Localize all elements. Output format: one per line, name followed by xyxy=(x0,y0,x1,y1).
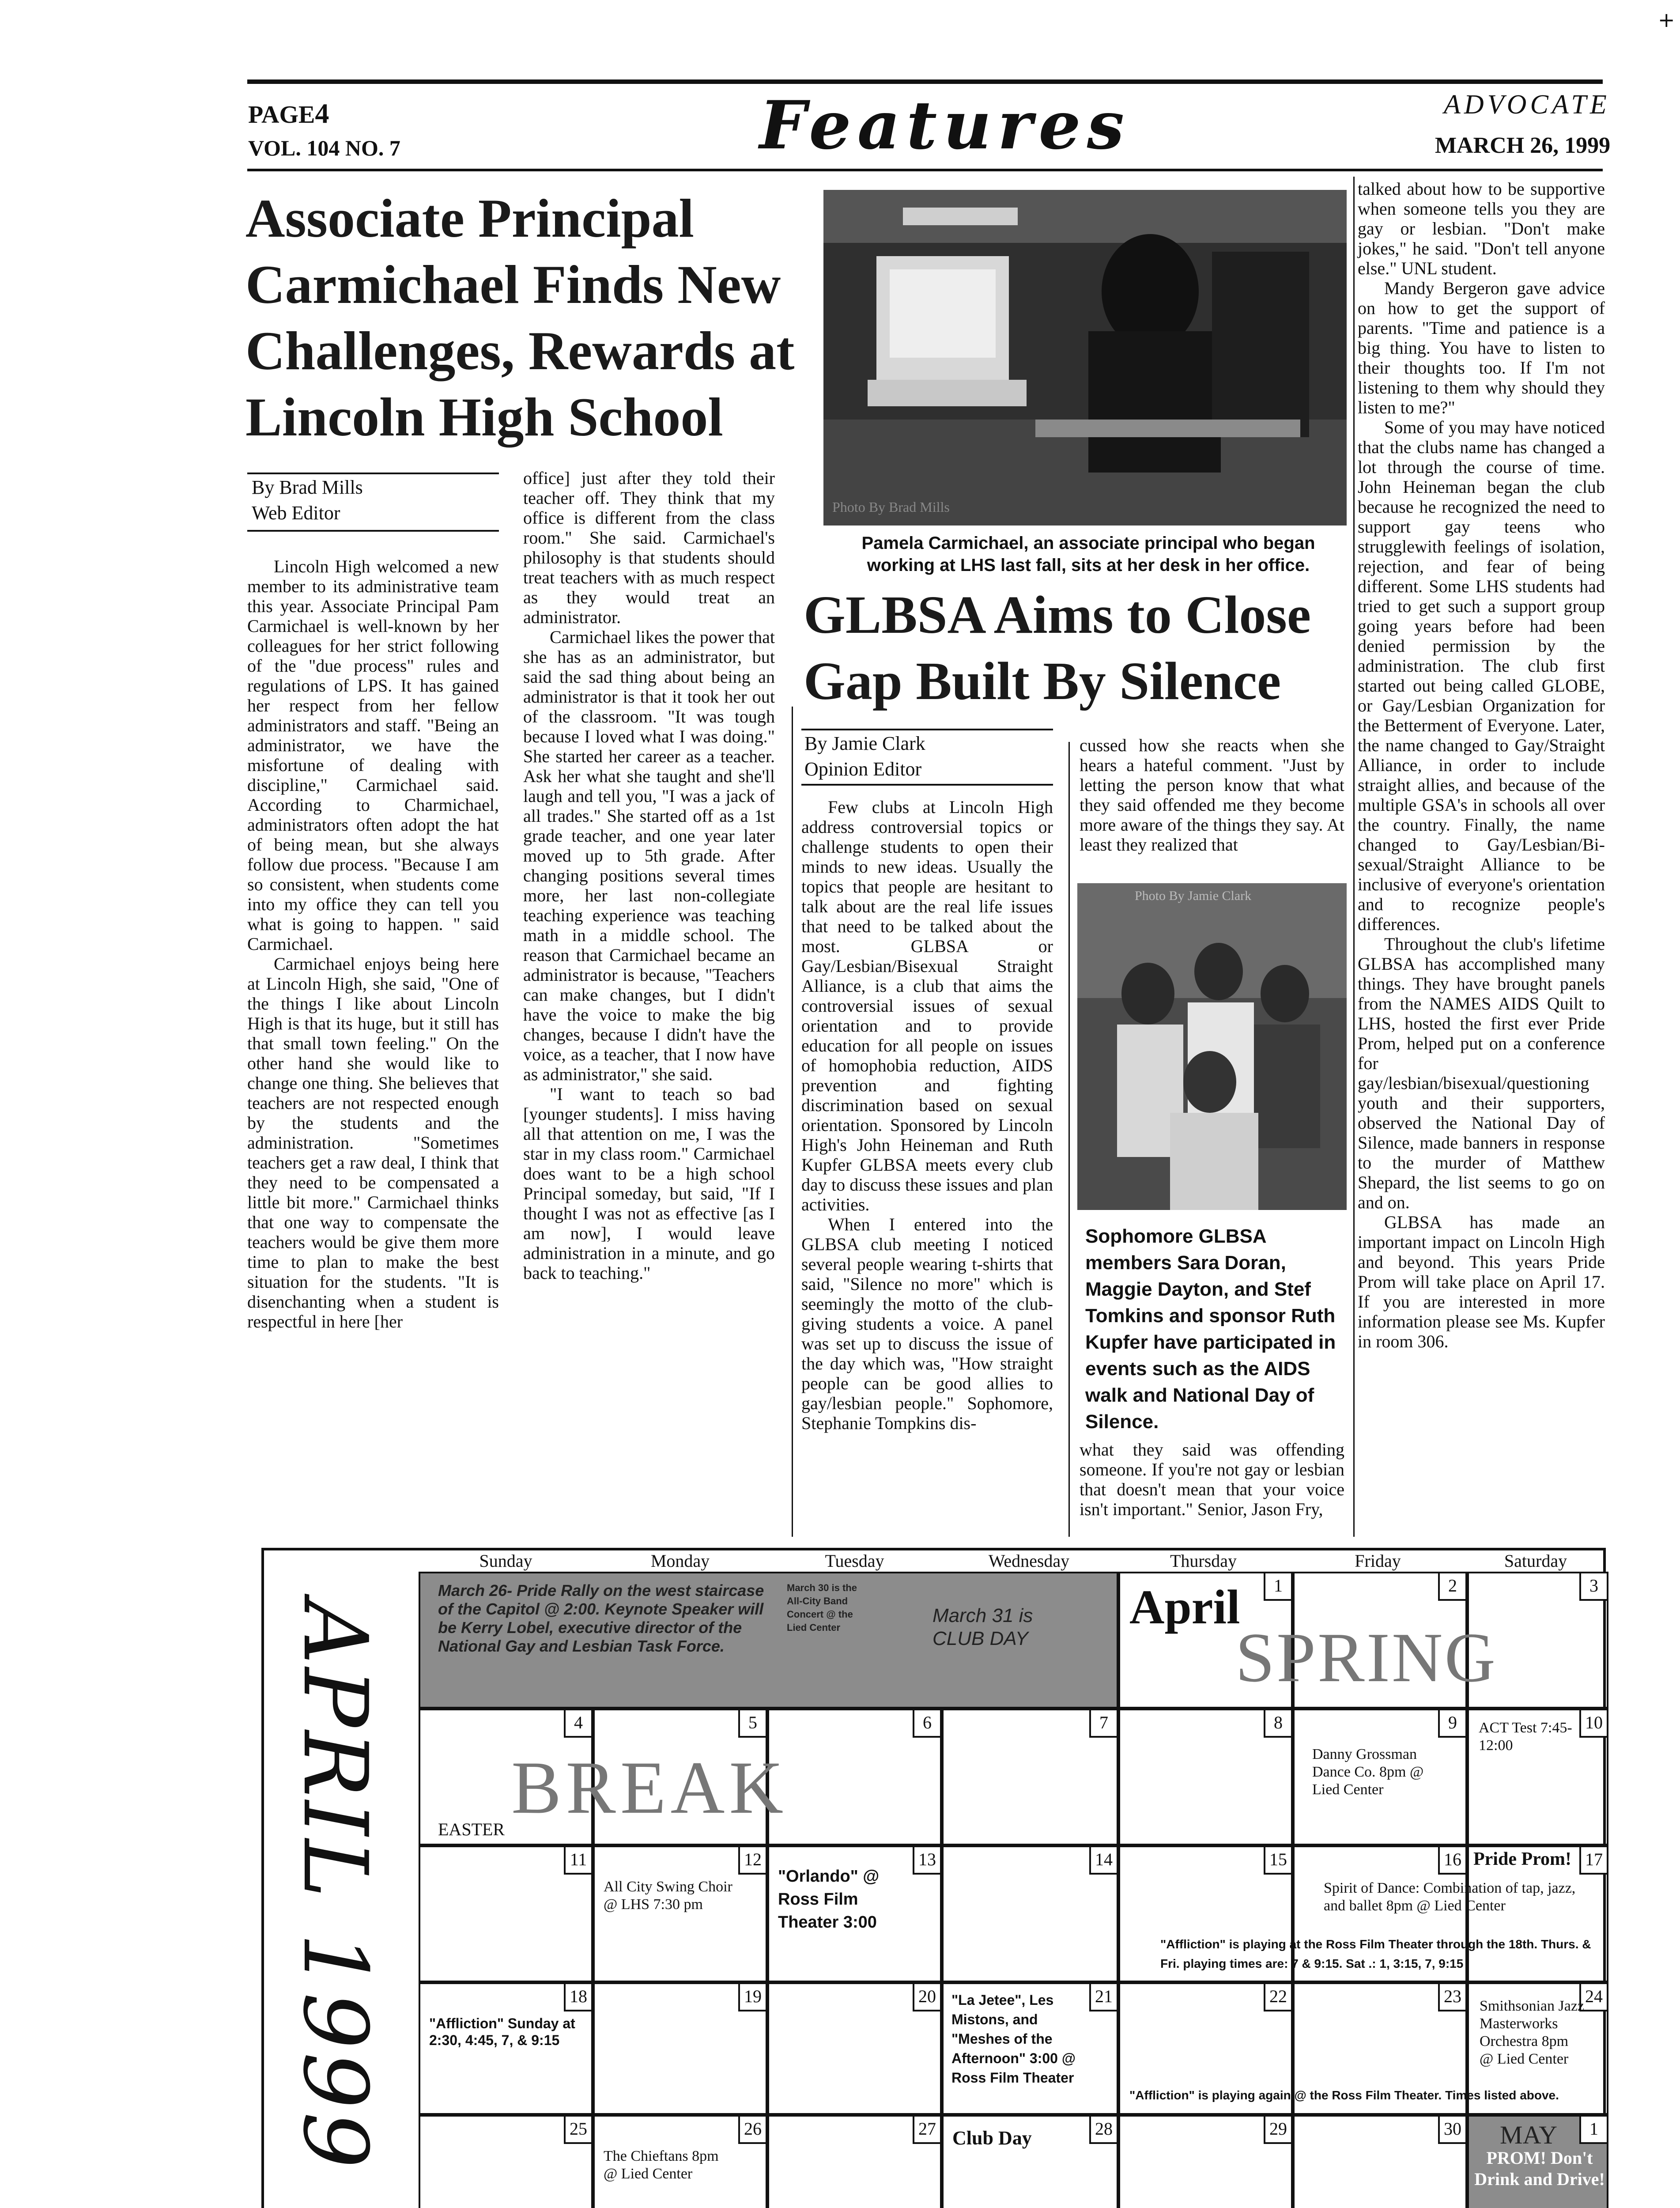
day-number: 22 xyxy=(1264,1984,1291,2011)
day-number: 7 xyxy=(1089,1710,1117,1738)
march-31-note: March 31 is CLUB DAY xyxy=(932,1605,1033,1649)
weekday-label: Monday xyxy=(650,1551,710,1571)
article2-column-3 xyxy=(1358,179,1605,1351)
calendar-day xyxy=(419,1845,593,1982)
event-text: "Affliction" is playing at the Ross Film Theater through the 18th. Thurs. & Fri. playing times are: 7 & 9:15. Sat .: 1, 3:15, 7, 9:15 xyxy=(1160,1937,1591,1970)
day-number: 13 xyxy=(913,1847,940,1875)
article1-column-1 xyxy=(247,556,499,1331)
photo-illustration xyxy=(823,190,1347,526)
paragraph: Throughout the club's lifetime GLBSA has accomplished many things. They have brought panels from the NAMES AIDS Quilt to LHS, hosted the first ever Pride Prom, helped put on a conference for gay/lesbian/bisexual/questioning youth and their supporters, observed the National Day of Silence, made banners in response to the murder of Matthew Shepard, the list seems to go on and on. xyxy=(1358,934,1605,1212)
calendar-day xyxy=(942,1709,1118,1845)
calendar-day xyxy=(593,1845,767,1982)
event-text: Danny Grossman Dance Co. 8pm @ Lied Center xyxy=(1312,1746,1424,1798)
paragraph: Carmichael likes the power that she has as an administrator, but said the sad thing about being an administrator is that it took her out of the classroom. "It was tough because I loved what I was doing." She started her career as a teacher. Ask her what she taught and she'll laugh and tell you, "I was a jack of all trades." She started off as a 1st grade teacher, and one year later moved up to 5th grade. After changing positions several times more, her last non-collegiate teaching experience was teaching math in a middle school. The reason that Carmichael became an administrator is because, "Teachers can make changes, but I didn't have the voice to make the big changes, because I didn't have the voice, as a teacher, that I now have as administrator," she said. xyxy=(523,627,775,1084)
glbsa-photo xyxy=(1077,883,1347,1210)
photo-credit: Photo By Jamie Clark xyxy=(1135,888,1252,903)
article1-headline-line: Lincoln High School xyxy=(245,387,723,447)
weekday-label: Friday xyxy=(1355,1551,1401,1571)
photo-illustration xyxy=(1077,883,1347,1210)
day-number: 4 xyxy=(564,1710,591,1738)
photo-credit: Photo By Brad Mills xyxy=(832,499,950,515)
day-number: 11 xyxy=(564,1847,591,1875)
calendar-day xyxy=(942,1982,1118,2115)
day-number: 21 xyxy=(1089,1984,1117,2011)
calendar-day xyxy=(419,2115,593,2208)
byline-rule xyxy=(247,530,499,532)
event-text: All City Swing Choir @ LHS 7:30 pm xyxy=(604,1879,732,1913)
weekday-label: Thursday xyxy=(1170,1551,1237,1571)
calendar-day xyxy=(767,1845,942,1982)
event-text: "Affliction" Sunday at 2:30, 4:45, 7, & 9:15 xyxy=(429,2015,575,2048)
page-label: PAGE4 xyxy=(248,98,329,129)
calendar-day xyxy=(1467,1709,1608,1845)
paragraph: Carmichael enjoys being here at Lincoln High, she said, "One of the things I like about Lincoln High is that its huge, but it still has that small town feeling." On the other hand she would like to change one thing. She believes that teachers are not respected enough by the students and the administration. "Sometimes teachers get a raw deal, I think that they need to be compensated a little bit more." Carmichael thinks that one way to compensate the teachers would be give them more time to plan to make the best situation for the students. "It is disenchanting when a student is respectful in here [her xyxy=(247,954,499,1331)
issue-date: MARCH 26, 1999 xyxy=(1435,133,1611,158)
calendar-day xyxy=(1293,2115,1467,2208)
article2-column-2-bottom: what they said was offending someone. If you're not gay or lesbian that doesn't mean that your voice isn't important." Senior, Jason Fry, xyxy=(1080,1440,1344,1519)
day-number: 3 xyxy=(1579,1573,1607,1601)
paragraph: office] just after they told their teacher off. They think that my office is different from the class room." She said. Carmichael's philosophy is that students should treat teachers with as much respect as they would treat an administrator. xyxy=(523,468,775,627)
day-number: 6 xyxy=(913,1710,940,1738)
event-text: Smithsonian Jazz Masterworks Orchestra 8pm @ Lied Center xyxy=(1480,1998,1585,2067)
calendar-day xyxy=(767,1982,942,2115)
event-text: "La Jetee", Les Mistons, and "Meshes of the Afternoon" 3:00 @ Ross Film Theater xyxy=(951,1992,1076,2086)
day-number: 27 xyxy=(913,2117,940,2144)
calendar-day xyxy=(942,2115,1118,2208)
march-30-note: March 30 is the All-City Band Concert @ the Lied Center xyxy=(787,1582,857,1633)
calendar-day xyxy=(1118,2115,1293,2208)
day-number: 30 xyxy=(1438,2117,1465,2144)
calendar-day xyxy=(1293,1709,1467,1845)
day-number: 8 xyxy=(1264,1710,1291,1738)
calendar-day xyxy=(767,2115,942,2208)
day-number: 14 xyxy=(1089,1847,1117,1875)
article2-headline-line: GLBSA Aims to Close xyxy=(804,585,1311,645)
month-label: April xyxy=(1129,1580,1240,1634)
paragraph: Few clubs at Lincoln High address controversial topics or challenge students to open their minds to new ideas. Usually the topics that people are hesitant to talk about are the real life issues that need to be talked about the most. GLBSA or Gay/Lesbian/Bisexual Straight Alliance, is a club that aims the controversial issues of sexual orientation and to provide education for all people on issues of homophobia reduction, AIDS prevention and fighting discrimination based on sexual orientation. Sponsored by Lincoln High's John Heineman and Ruth Kupfer GLBSA meets every club day to discuss these issues and plan activities. xyxy=(801,797,1053,1214)
weekday-label: Wednesday xyxy=(988,1551,1070,1571)
event-text: The Chieftans 8pm @ Lied Center xyxy=(604,2148,719,2182)
calendar-day xyxy=(593,2115,767,2208)
weekday-label: Tuesday xyxy=(825,1551,884,1571)
section-title: Features xyxy=(759,87,1131,164)
byline-rule xyxy=(247,473,499,474)
day-number: 19 xyxy=(738,1984,766,2011)
calendar-march-banner xyxy=(419,1572,1118,1709)
break-label: BREAK xyxy=(511,1746,788,1829)
article1-headline xyxy=(245,185,846,450)
day-number: 1 xyxy=(1579,2117,1607,2144)
event-text: "Orlando" @ Ross Film Theater 3:00 xyxy=(778,1867,880,1932)
april-calendar xyxy=(261,1548,1606,2208)
may-note: PROM! Don't Drink and Drive! xyxy=(1474,2148,1605,2189)
spring-label: SPRING xyxy=(1235,1618,1498,1697)
calendar-day xyxy=(593,1982,767,2115)
day-number: 2 xyxy=(1438,1573,1465,1601)
volume-line: VOL. 104 NO. 7 xyxy=(248,136,400,160)
column-divider xyxy=(792,707,793,1537)
day-number: 10 xyxy=(1579,1710,1607,1738)
event-text: "Affliction" is playing again @ the Ross Film Theater. Times listed above. xyxy=(1129,2088,1559,2102)
article2-byline xyxy=(804,731,925,782)
column-divider xyxy=(1068,742,1070,1537)
article1-headline-line: Associate Principal xyxy=(245,188,694,249)
registration-mark: + xyxy=(1658,8,1675,32)
calendar-day xyxy=(767,1709,942,1845)
may-label: MAY xyxy=(1500,2121,1558,2149)
paper-name: ADVOCATE xyxy=(1444,90,1610,120)
day-number: 12 xyxy=(738,1847,766,1875)
event-text: Club Day xyxy=(952,2127,1032,2149)
day-number: 23 xyxy=(1438,1984,1465,2011)
day-number: 5 xyxy=(738,1710,766,1738)
calendar-day xyxy=(1118,1709,1293,1845)
day-number: 17 xyxy=(1579,1847,1607,1875)
paragraph: "I want to teach so bad [younger students]. I miss having all that attention on me, I was the star in my class room." Carmichael does want to be a high school Principal someday, but said, "If I thought I was not as effective [as I am now], I would leave administration in a minute, and go back to teaching." xyxy=(523,1084,775,1283)
day-number: 29 xyxy=(1264,2117,1291,2144)
byline-name: By Jamie Clark xyxy=(804,733,925,754)
paragraph: talked about how to be supportive when someone tells you they are gay or lesbian. "Don't make jokes," he said. "Don't tell anyone else." UNL student. xyxy=(1358,179,1605,278)
day-number: 28 xyxy=(1089,2117,1117,2144)
article2-column-2-top: cussed how she reacts when she hears a hateful comment. "Just by letting the person know that what they said offended me they become more aware of the things they say. At least they realized that xyxy=(1080,735,1344,854)
march-26-note: March 26- Pride Rally on the west staircase of the Capitol @ 2:00. Keynote Speaker will be Kerry Lobel, executive director of the National Gay and Lesbian Task Force. xyxy=(438,1581,764,1655)
paragraph: Mandy Bergeron gave advice on how to get the support of parents. "Time and patience is a big thing. You have to listen to their thoughts too. If I'm not listening to them why should they listen to me?" xyxy=(1358,278,1605,417)
article1-column-2 xyxy=(523,468,775,1283)
day-number: 18 xyxy=(564,1984,591,2011)
byline-role: Web Editor xyxy=(252,502,340,524)
carmichael-photo xyxy=(823,190,1347,526)
column-divider xyxy=(1353,177,1355,1537)
byline-rule xyxy=(801,784,1053,786)
article1-headline-line: Challenges, Rewards at xyxy=(245,321,795,381)
header-top-rule xyxy=(247,79,1603,84)
day-number: 24 xyxy=(1579,1984,1607,2011)
day-number: 1 xyxy=(1264,1573,1291,1601)
article2-headline xyxy=(804,582,1360,715)
byline-name: By Brad Mills xyxy=(252,476,363,498)
glbsa-photo-caption: Sophomore GLBSA members Sara Doran, Maggie Dayton, and Stef Tomkins and sponsor Ruth Kupfer have participated in events such as the AIDS walk and National Day of Silence. xyxy=(1085,1225,1336,1433)
paragraph: GLBSA has made an important impact on Lincoln High and beyond. This years Pride Prom will take place on April 17. If you are interested in more information please see Ms. Kupfer in room 306. xyxy=(1358,1212,1605,1351)
byline-role: Opinion Editor xyxy=(804,758,922,780)
article1-byline xyxy=(252,475,363,526)
event-text: Pride Prom! xyxy=(1473,1849,1571,1869)
article2-column-1 xyxy=(801,797,1053,1433)
article2-headline-line: Gap Built By Silence xyxy=(804,651,1281,711)
day-number: 20 xyxy=(913,1984,940,2011)
byline-rule xyxy=(801,729,1053,730)
event-text: EASTER xyxy=(438,1819,505,1839)
weekday-label: Saturday xyxy=(1504,1551,1567,1571)
calendar-side-title: APRIL 1999 xyxy=(283,1600,386,2172)
day-number: 16 xyxy=(1438,1847,1465,1875)
event-text: ACT Test 7:45- 12:00 xyxy=(1479,1720,1572,1754)
carmichael-photo-caption: Pamela Carmichael, an associate principal who began working at LHS last fall, sits at her desk in her office. xyxy=(861,533,1315,575)
day-number: 15 xyxy=(1264,1847,1291,1875)
header-bottom-rule xyxy=(247,169,1603,171)
article1-headline-line: Carmichael Finds New xyxy=(245,254,781,315)
paragraph: When I entered into the GLBSA club meeting I noticed several people wearing t-shirts that said, "Silence no more" which is seemingly the motto of the club-giving students a voice. A panel was set up to discuss the issue of the day which was, "How straight people can be good allies to gay/lesbian people." Sophomore, Stephanie Tompkins dis- xyxy=(801,1214,1053,1433)
day-number: 9 xyxy=(1438,1710,1465,1738)
event-text: Spirit of Dance: Combination of tap, jazz, and ballet 8pm @ Lied Center xyxy=(1324,1880,1576,1914)
day-number: 26 xyxy=(738,2117,766,2144)
paragraph: Lincoln High welcomed a new member to its administrative team this year. Associate Principal Pam Carmichael is well-known by her colleagues for her strict following of the "due process" rules and regulations of LPS. It has gained her respect from her fellow administrators and staff. "Being an administrator, we have the misfortune of dealing with discipline," Carmichael said. According to Charmichael, administrators often adopt the hat of being mean, but she always follow due process. "Because I am so consistent, when students come into my office they can tell you what is going to happen. " said Carmichael. xyxy=(247,556,499,954)
calendar-day xyxy=(419,1982,593,2115)
paragraph: Some of you may have noticed that the clubs name has changed a lot through the course of time. John Heineman began the club because he recognized the need to support gay teens who strugglewith feelings of isolation, rejection, and fear of being different. Some LHS students had tried to get such a support group going years before had been denied permission by the administration. The club first started out being called GLOBE, or Gay/Lesbian Organization for the Betterment of Everyone. Later, the name changed to Gay/Straight Alliance, in order to include straight allies, and because of the multiple GSA's in schools all over the country. Finally, the name changed to Gay/Lesbian/Bi-sexual/Straight Alliance to be inclusive of everyone's orientation and to recognize people's differences. xyxy=(1358,417,1605,934)
weekday-label: Sunday xyxy=(479,1551,532,1571)
day-number: 25 xyxy=(564,2117,591,2144)
calendar-may-cell xyxy=(1467,2115,1608,2208)
calendar-day xyxy=(942,1845,1118,1982)
